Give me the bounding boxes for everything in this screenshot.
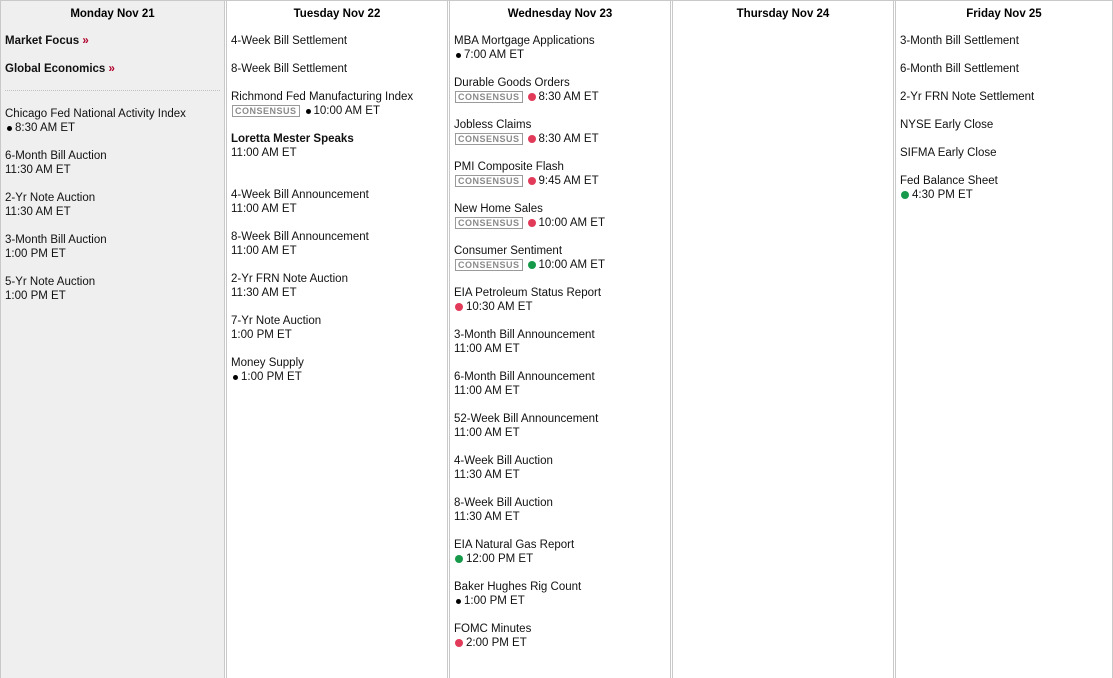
event-time: 10:00 AM ET xyxy=(313,105,380,117)
event-meta xyxy=(454,384,670,398)
black-dot-icon xyxy=(456,599,461,604)
focus-link[interactable] xyxy=(5,34,224,48)
event-list xyxy=(1,27,224,303)
event-meta xyxy=(454,48,670,62)
event-time: 4:30 PM ET xyxy=(912,189,973,201)
event-title[interactable]: EIA Natural Gas Report xyxy=(454,539,575,551)
calendar-event[interactable] xyxy=(231,272,447,300)
consensus-badge[interactable]: CONSENSUS xyxy=(232,105,300,117)
consensus-badge[interactable]: CONSENSUS xyxy=(455,217,523,229)
event-title[interactable]: Money Supply xyxy=(231,357,304,369)
event-time: 10:00 AM ET xyxy=(538,259,605,271)
event-title[interactable]: 8-Week Bill Announcement xyxy=(231,231,369,243)
calendar-event[interactable] xyxy=(454,622,670,650)
calendar-event[interactable] xyxy=(454,538,670,566)
event-meta xyxy=(454,552,670,566)
consensus-badge[interactable]: CONSENSUS xyxy=(455,133,523,145)
event-time: 1:00 PM ET xyxy=(5,248,66,260)
black-dot-icon xyxy=(456,53,461,58)
event-time: 8:30 AM ET xyxy=(538,133,599,145)
consensus-badge[interactable]: CONSENSUS xyxy=(455,175,523,187)
focus-link-label: Market Focus xyxy=(5,35,80,47)
event-time: 9:45 AM ET xyxy=(538,175,599,187)
event-time: 1:00 PM ET xyxy=(241,371,302,383)
event-time: 11:30 AM ET xyxy=(5,206,71,218)
event-meta xyxy=(5,121,224,135)
chevron-right-icon: » xyxy=(108,63,115,75)
calendar-event[interactable] xyxy=(454,34,670,62)
calendar-event[interactable] xyxy=(900,118,1112,132)
calendar-event[interactable] xyxy=(454,580,670,608)
event-title[interactable]: 2-Yr FRN Note Auction xyxy=(231,273,348,285)
calendar-event[interactable] xyxy=(231,34,447,48)
event-title[interactable]: 5-Yr Note Auction xyxy=(5,276,96,288)
calendar-event[interactable] xyxy=(231,62,447,76)
event-meta xyxy=(454,510,670,524)
event-title[interactable]: Baker Hughes Rig Count xyxy=(454,581,582,593)
event-meta xyxy=(231,370,447,384)
event-time: 11:30 AM ET xyxy=(231,287,297,299)
calendar-event[interactable] xyxy=(900,90,1112,104)
event-title[interactable]: PMI Composite Flash xyxy=(454,161,564,173)
black-dot-icon xyxy=(7,126,12,131)
calendar-event[interactable] xyxy=(231,314,447,342)
calendar-event[interactable] xyxy=(454,412,670,440)
event-meta xyxy=(454,90,670,104)
event-list xyxy=(896,27,1112,202)
event-title[interactable]: 4-Week Bill Announcement xyxy=(231,189,369,201)
red-dot-icon xyxy=(528,177,536,185)
event-title[interactable]: 3-Month Bill Announcement xyxy=(454,329,595,341)
event-time: 12:00 PM ET xyxy=(466,553,534,565)
day-header: Tuesday Nov 22 xyxy=(293,8,381,20)
red-dot-icon xyxy=(528,93,536,101)
event-meta xyxy=(454,216,670,230)
red-dot-icon xyxy=(528,219,536,227)
calendar-event[interactable] xyxy=(454,328,670,356)
consensus-badge[interactable]: CONSENSUS xyxy=(455,91,523,103)
event-time: 8:30 AM ET xyxy=(15,122,76,134)
event-title[interactable]: Chicago Fed National Activity Index xyxy=(5,108,186,120)
event-time: 11:00 AM ET xyxy=(231,245,297,257)
event-title[interactable]: NYSE Early Close xyxy=(900,119,994,131)
red-dot-icon xyxy=(455,303,463,311)
event-title[interactable]: Jobless Claims xyxy=(454,119,532,131)
calendar-event[interactable] xyxy=(900,146,1112,160)
event-time: 11:30 AM ET xyxy=(454,511,520,523)
event-meta xyxy=(454,342,670,356)
calendar-event[interactable] xyxy=(231,356,447,384)
event-time: 1:00 PM ET xyxy=(464,595,525,607)
red-dot-icon xyxy=(455,639,463,647)
event-time: 11:30 AM ET xyxy=(5,164,71,176)
event-meta xyxy=(454,426,670,440)
event-title[interactable]: FOMC Minutes xyxy=(454,623,532,635)
day-header: Friday Nov 25 xyxy=(966,8,1042,20)
calendar-event[interactable] xyxy=(900,62,1112,76)
event-title[interactable]: 2-Yr FRN Note Settlement xyxy=(900,91,1035,103)
calendar-event[interactable] xyxy=(454,454,670,482)
event-time: 11:00 AM ET xyxy=(454,385,520,397)
calendar-event[interactable] xyxy=(5,149,224,177)
calendar-event[interactable] xyxy=(231,90,447,118)
event-title[interactable]: SIFMA Early Close xyxy=(900,147,997,159)
event-list xyxy=(227,27,447,384)
event-time: 11:30 AM ET xyxy=(454,469,520,481)
chevron-right-icon: » xyxy=(82,35,89,47)
event-time: 11:00 AM ET xyxy=(231,203,297,215)
event-title[interactable]: Fed Balance Sheet xyxy=(900,175,998,187)
event-title[interactable]: Consumer Sentiment xyxy=(454,245,563,257)
event-meta xyxy=(454,174,670,188)
event-meta xyxy=(231,146,447,160)
event-title[interactable]: 52-Week Bill Announcement xyxy=(454,413,599,425)
calendar-event[interactable] xyxy=(231,230,447,258)
event-time: 1:00 PM ET xyxy=(5,290,66,302)
event-list xyxy=(450,27,670,650)
event-meta xyxy=(900,188,1112,202)
event-title[interactable]: 3-Month Bill Auction xyxy=(5,234,107,246)
event-title[interactable]: 8-Week Bill Settlement xyxy=(231,63,348,75)
calendar-event[interactable] xyxy=(454,118,670,146)
calendar-event[interactable] xyxy=(900,34,1112,48)
event-meta xyxy=(5,163,224,177)
event-title[interactable]: Richmond Fed Manufacturing Index xyxy=(231,91,414,103)
calendar-event[interactable] xyxy=(5,233,224,261)
event-time: 7:00 AM ET xyxy=(464,49,525,61)
event-meta xyxy=(454,594,670,608)
event-meta xyxy=(454,258,670,272)
black-dot-icon xyxy=(233,375,238,380)
green-dot-icon xyxy=(455,555,463,563)
black-dot-icon xyxy=(306,109,311,114)
event-list xyxy=(673,27,893,34)
event-title[interactable]: New Home Sales xyxy=(454,203,543,215)
divider xyxy=(5,90,220,91)
event-meta xyxy=(454,636,670,650)
green-dot-icon xyxy=(901,191,909,199)
day-header: Monday Nov 21 xyxy=(70,8,155,20)
event-title[interactable]: 3-Month Bill Settlement xyxy=(900,35,1019,47)
event-time: 11:00 AM ET xyxy=(454,343,520,355)
event-meta xyxy=(231,328,447,342)
calendar-event[interactable] xyxy=(5,107,224,135)
event-meta xyxy=(454,132,670,146)
event-title[interactable]: 4-Week Bill Auction xyxy=(454,455,553,467)
event-title[interactable]: 6-Month Bill Settlement xyxy=(900,63,1019,75)
calendar-event[interactable] xyxy=(454,286,670,314)
calendar-event[interactable] xyxy=(454,160,670,188)
event-title[interactable]: MBA Mortgage Applications xyxy=(454,35,595,47)
day-column xyxy=(672,1,894,678)
event-meta xyxy=(454,300,670,314)
calendar-event[interactable] xyxy=(5,191,224,219)
event-title[interactable]: Durable Goods Orders xyxy=(454,77,570,89)
event-title[interactable]: 8-Week Bill Auction xyxy=(454,497,553,509)
calendar-event[interactable] xyxy=(454,76,670,104)
event-time: 10:30 AM ET xyxy=(466,301,533,313)
calendar-event[interactable] xyxy=(900,174,1112,202)
event-title[interactable]: 4-Week Bill Settlement xyxy=(231,35,348,47)
calendar-event[interactable] xyxy=(454,370,670,398)
calendar-event[interactable] xyxy=(231,188,447,216)
event-title[interactable]: 6-Month Bill Auction xyxy=(5,150,107,162)
calendar-event[interactable] xyxy=(231,132,447,160)
event-meta xyxy=(231,244,447,258)
day-header: Wednesday Nov 23 xyxy=(507,8,613,20)
green-dot-icon xyxy=(528,261,536,269)
focus-link-label: Global Economics xyxy=(5,63,106,75)
focus-link[interactable] xyxy=(5,62,224,76)
calendar-event[interactable] xyxy=(454,496,670,524)
event-meta xyxy=(454,468,670,482)
day-header: Thursday Nov 24 xyxy=(736,8,830,20)
event-time: 11:00 AM ET xyxy=(231,147,297,159)
event-title[interactable]: Loretta Mester Speaks xyxy=(231,133,354,145)
calendar-event[interactable] xyxy=(5,275,224,303)
event-time: 11:00 AM ET xyxy=(454,427,520,439)
event-time: 2:00 PM ET xyxy=(466,637,527,649)
calendar-event[interactable] xyxy=(454,202,670,230)
event-meta xyxy=(231,202,447,216)
day-column xyxy=(895,1,1113,678)
event-title[interactable]: EIA Petroleum Status Report xyxy=(454,287,602,299)
consensus-badge[interactable]: CONSENSUS xyxy=(455,259,523,271)
red-dot-icon xyxy=(528,135,536,143)
day-column xyxy=(449,1,671,678)
event-meta xyxy=(231,104,447,118)
event-meta xyxy=(231,286,447,300)
calendar-event[interactable] xyxy=(454,244,670,272)
event-time: 10:00 AM ET xyxy=(538,217,605,229)
event-title[interactable]: 7-Yr Note Auction xyxy=(231,315,322,327)
event-title[interactable]: 6-Month Bill Announcement xyxy=(454,371,595,383)
day-column xyxy=(226,1,448,678)
event-meta xyxy=(5,247,224,261)
event-title[interactable]: 2-Yr Note Auction xyxy=(5,192,96,204)
event-time: 1:00 PM ET xyxy=(231,329,292,341)
event-time: 8:30 AM ET xyxy=(538,91,599,103)
event-meta xyxy=(5,205,224,219)
event-meta xyxy=(5,289,224,303)
day-column xyxy=(0,1,225,678)
